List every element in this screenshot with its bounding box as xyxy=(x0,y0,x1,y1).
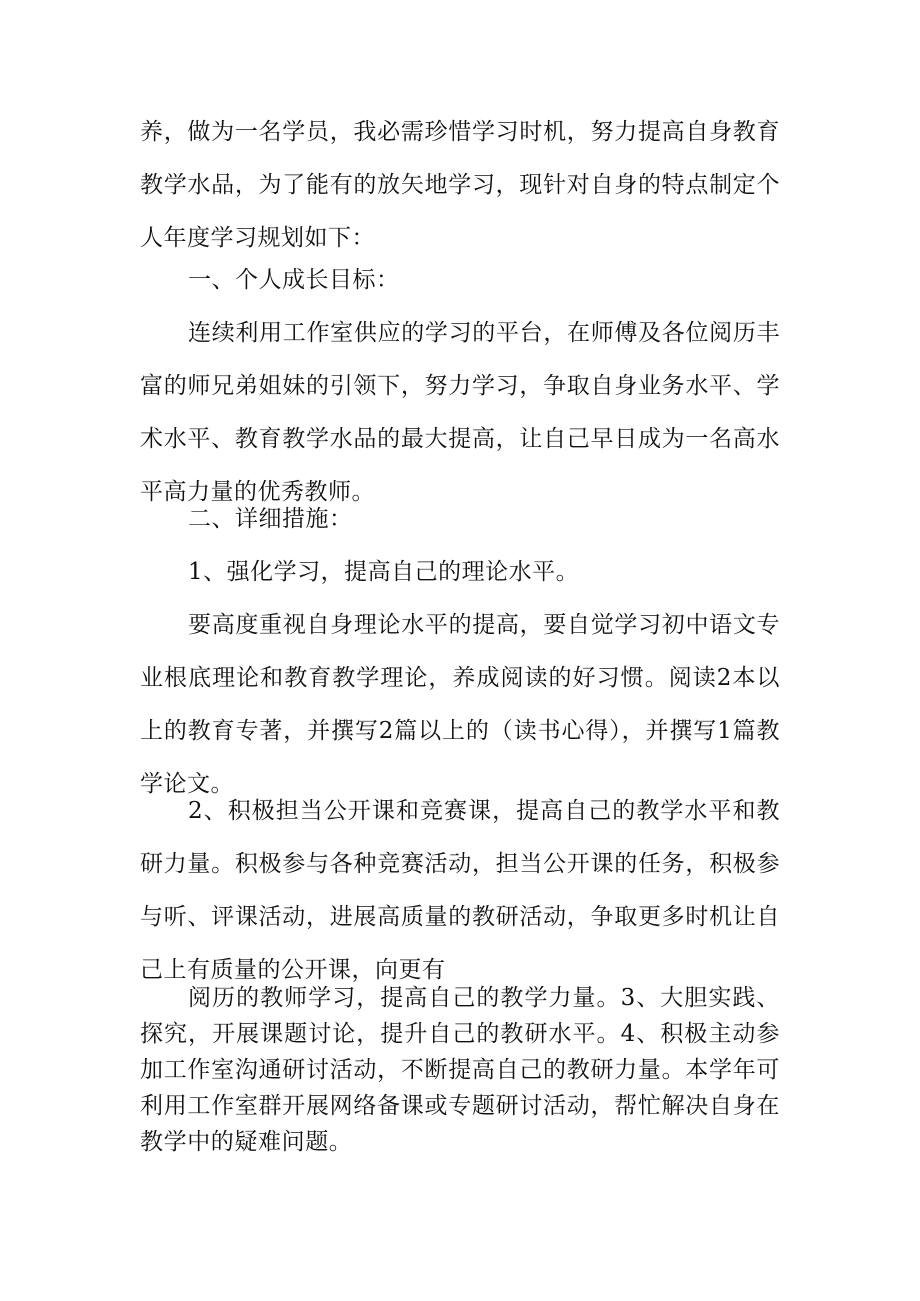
measure-one-heading: 1、强化学习，提高自己的理论水平。 xyxy=(188,559,580,585)
section-heading-measures: 二、详细措施： xyxy=(188,506,353,532)
intro-paragraph: 养，做为一名学员，我必需珍惜学习时机，努力提高自身教育教学水品，为了能有的放矢地学习，现针对自身的特点制定个人年度学习规划如下： xyxy=(140,119,780,251)
continuation-paragraph: 阅历的教师学习，提高自己的教学力量。3、大胆实践、探究，开展课题讨论，提升自己的教研水平。4、积极主动参加工作室沟通研讨活动，不断提高自己的教研力量。本学年可利用工作室群开展网络备课或专题研讨活动，帮忙解决自身在教学中的疑难问题。 xyxy=(140,985,780,1155)
measure-two-paragraph: 2、积极担当公开课和竞赛课，提高自己的教学水平和教研力量。积极参与各种竞赛活动，担当公开课的任务，积极参与听、评课活动，进展高质量的教研活动，争取更多时机让自己上有质量的公开课，向更有 xyxy=(140,798,780,983)
goals-paragraph: 连续利用工作室供应的学习的平台，在师傅及各位阅历丰富的师兄弟姐妹的引领下，努力学习，争取自身业务水平、学术水平、教育教学水品的最大提高，让自己早日成为一名高水平高力量的优秀教师。 xyxy=(140,320,780,505)
measure-one-paragraph: 要高度重视自身理论水平的提高，要自觉学习初中语文专业根底理论和教育教学理论，养成阅读的好习惯。阅读2本以上的教育专著，并撰写2篇以上的（读书心得），并撰写1篇教学论文。 xyxy=(140,612,780,797)
section-heading-goals: 一、个人成长目标： xyxy=(188,267,400,293)
